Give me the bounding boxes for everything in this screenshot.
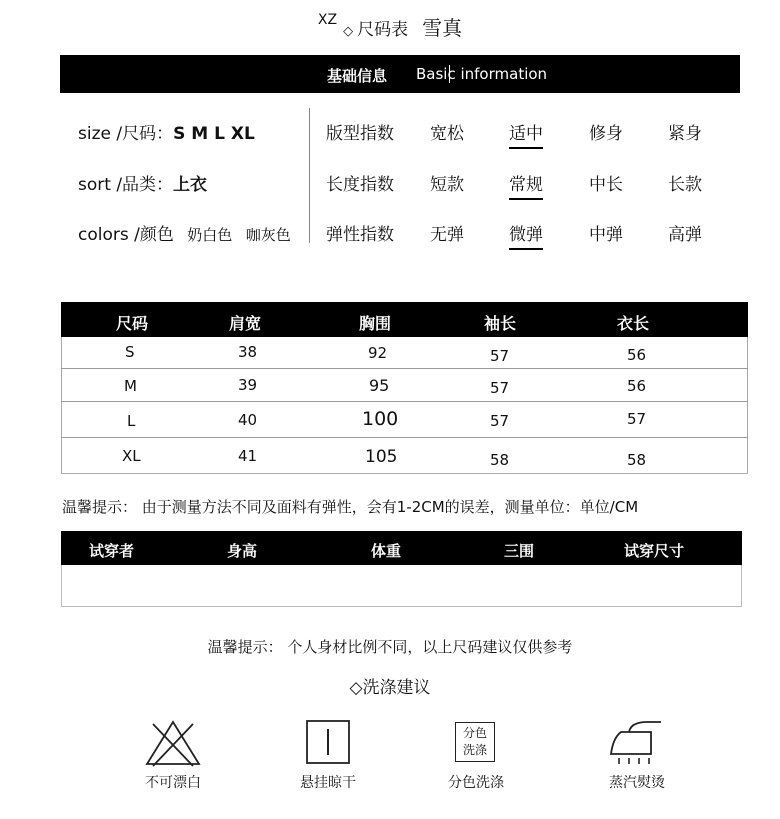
hang-dry-icon (305, 718, 351, 770)
length-option: 中长 (589, 175, 623, 195)
stretch-option-selected: 微弹 (509, 225, 543, 250)
stretch-option: 无弹 (430, 225, 464, 245)
no-bleach-icon (143, 718, 203, 772)
page-header (0, 12, 780, 41)
table-cell: 92 (368, 344, 388, 362)
no-bleach-label: 不可漂白 (145, 775, 201, 791)
col-header: 三围 (504, 542, 535, 560)
table-cell: 56 (627, 377, 647, 395)
diamond-icon: ◇ (343, 24, 354, 39)
basic-info-cn: 基础信息 (326, 67, 387, 85)
fit-option: 宽松 (430, 124, 464, 144)
table-cell: 38 (238, 343, 258, 361)
table-cell: S (125, 343, 135, 361)
sort-value: 上衣 (173, 175, 208, 195)
row-divider (61, 437, 748, 438)
col-header: 胸围 (359, 314, 392, 333)
info-divider (309, 108, 310, 243)
fit-option-selected: 适中 (509, 124, 543, 149)
table-cell: 41 (238, 447, 258, 465)
table-cell: 58 (490, 451, 510, 469)
col-header: 袖长 (484, 314, 517, 333)
fit-index-label: 版型指数 (326, 124, 394, 144)
table-cell: 57 (490, 379, 510, 397)
icon-text: 洗涤 (462, 743, 487, 757)
sort-label: sort /品类： (78, 175, 174, 195)
size-info (78, 119, 255, 144)
fit-tip: 温馨提示： 个人身材比例不同，以上尺码建议仅供参考 (207, 638, 573, 656)
stretch-index-label: 弹性指数 (326, 225, 394, 245)
icon-text: 分色 (462, 726, 487, 740)
steam-iron-icon (607, 718, 667, 770)
wash-title: ◇洗涤建议 (349, 678, 431, 698)
length-option: 长款 (668, 175, 702, 195)
color-option: 奶白色 (187, 226, 233, 244)
table-cell: 57 (490, 347, 510, 365)
table-cell: 56 (627, 346, 647, 364)
separate-wash-icon (455, 722, 495, 762)
separate-wash-label: 分色洗涤 (448, 775, 504, 791)
table-cell: 57 (627, 410, 647, 428)
color-option: 咖灰色 (245, 226, 291, 244)
measurement-tip: 温馨提示： 由于测量方法不同及面料有弹性，会有1-2CM的误差，测量单位：单位/CM (62, 498, 639, 516)
table-cell: 100 (362, 408, 399, 430)
table-cell: M (124, 377, 137, 395)
length-option-selected: 常规 (509, 175, 543, 200)
basic-info-en: Basic information (416, 65, 548, 83)
hang-dry-label: 悬挂晾干 (300, 775, 356, 791)
stretch-option: 中弹 (589, 225, 623, 245)
table-cell: XL (122, 447, 141, 465)
fit-option: 紧身 (668, 124, 702, 144)
size-table-header (61, 302, 748, 337)
length-index-label: 长度指数 (326, 175, 394, 195)
length-option: 短款 (430, 175, 464, 195)
col-header: 身高 (227, 542, 258, 560)
row-divider (61, 401, 748, 402)
col-header: 肩宽 (229, 314, 262, 333)
row-divider (61, 368, 748, 369)
colors-label: colors /颜色 (78, 225, 174, 245)
size-value: S M L XL (173, 124, 255, 144)
steam-iron-label: 蒸汽熨烫 (609, 775, 665, 791)
sort-info (78, 170, 207, 195)
col-header: 试穿尺寸 (624, 542, 685, 560)
size-label: size /尺码： (78, 124, 174, 144)
table-cell: 95 (369, 376, 390, 395)
col-header: 体重 (371, 542, 402, 560)
table-cell: 58 (627, 451, 647, 469)
fit-option: 修身 (589, 124, 623, 144)
basic-info-bar (60, 55, 740, 93)
table-cell: 39 (238, 376, 258, 394)
table-cell: L (127, 412, 136, 430)
try-on-table-body (61, 565, 742, 607)
brand-name: 雪真 (422, 16, 463, 40)
col-header: 试穿者 (89, 542, 135, 560)
table-cell: 57 (490, 412, 510, 430)
page-title: 尺码表 (357, 20, 409, 40)
col-header: 衣长 (617, 314, 650, 333)
table-cell: 40 (238, 411, 258, 429)
brand-code: XZ (317, 12, 338, 28)
col-header: 尺码 (116, 314, 149, 333)
table-cell: 105 (365, 447, 398, 467)
try-on-table-header (61, 531, 742, 565)
stretch-option: 高弹 (668, 225, 702, 245)
colors-info (78, 220, 291, 245)
